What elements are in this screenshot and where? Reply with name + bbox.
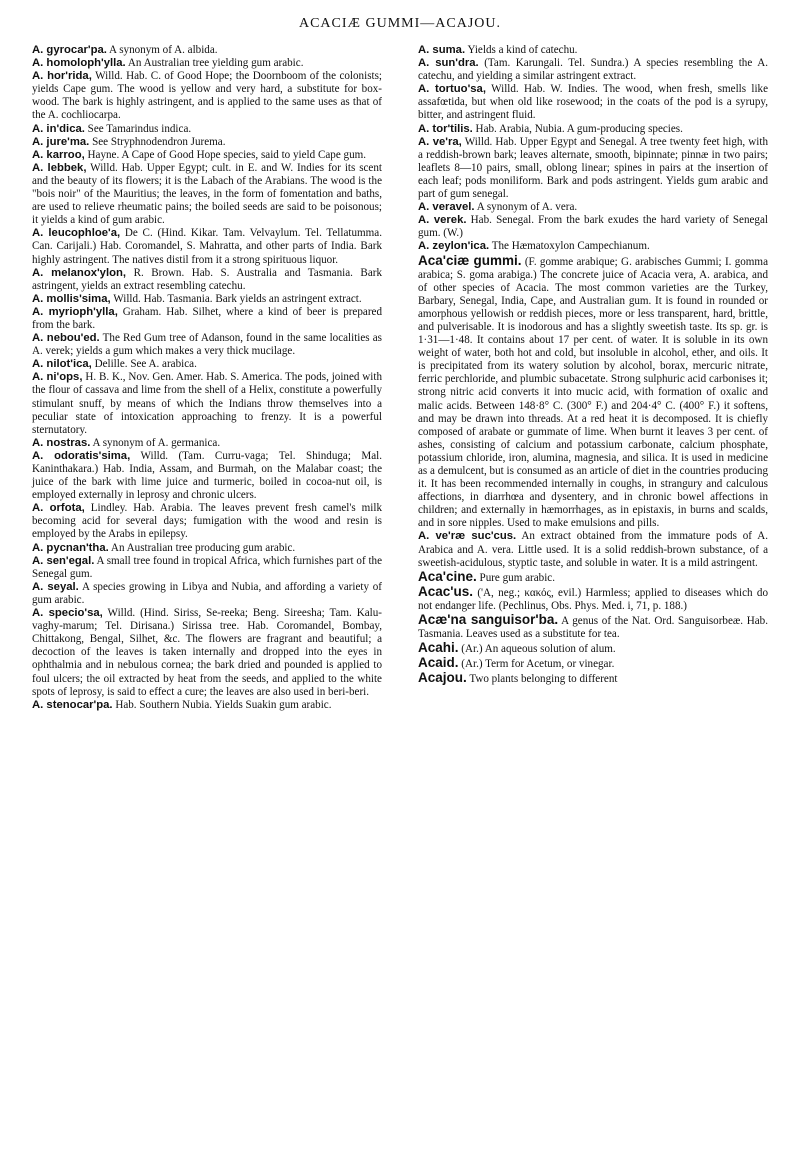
entry-text: Graham. Hab. Silhet, where a kind of beer is prepared from the bark. bbox=[32, 305, 382, 331]
entry-headword: A. jure'ma. bbox=[32, 135, 90, 148]
entry-text: Hab. Southern Nubia. Yields Suakin gum arabic. bbox=[112, 698, 332, 711]
entry-headword: A. tortuo'sa, bbox=[418, 83, 486, 96]
entry-text: A small tree found in tropical Africa, which furnishes part of the Senegal gum. bbox=[32, 554, 382, 580]
dictionary-entry bbox=[32, 306, 382, 332]
dictionary-entry bbox=[32, 555, 382, 581]
entry-headword: A. suma. bbox=[418, 44, 466, 56]
entry-text: R. Brown. Hab. S. Australia and Tasmania. Bark astringent, yields an extract resembling catechu. bbox=[32, 266, 382, 292]
entry-text: Hab. Arabia, Nubia. A gum-producing species. bbox=[472, 122, 683, 135]
entry-text: A synonym of A. germanica. bbox=[90, 436, 221, 449]
entry-headword: A. myrioph'ylla, bbox=[32, 305, 118, 318]
entry-headword: Aca'cine. bbox=[418, 568, 477, 584]
entry-text: Hab. Senegal. From the bark exudes the hard variety of Senegal gum. (W.) bbox=[418, 214, 768, 240]
entry-headword: A. homoloph'ylla. bbox=[32, 57, 126, 70]
entry-text: (Ar.) Term for Acetum, or vinegar. bbox=[458, 658, 615, 671]
entry-headword: A. mollis'sima, bbox=[32, 292, 111, 305]
entry-headword: A. seyal. bbox=[32, 580, 79, 593]
dictionary-entry bbox=[418, 641, 768, 656]
entry-text: A species growing in Libya and Nubia, and affording a variety of gum arabic. bbox=[32, 580, 382, 606]
dictionary-entry bbox=[32, 607, 382, 699]
entry-text: See Stryphnodendron Jurema. bbox=[89, 135, 226, 148]
entry-headword: A. ve'ra, bbox=[418, 135, 462, 148]
dictionary-entry bbox=[418, 613, 768, 641]
entry-text: Pure gum arabic. bbox=[476, 571, 555, 584]
dictionary-entry bbox=[32, 581, 382, 607]
entry-text: Two plants belonging to different bbox=[466, 673, 618, 686]
entry-text: Willd. Hab. Tasmania. Bark yields an astringent extract. bbox=[110, 292, 362, 305]
entry-headword: Acajou. bbox=[418, 670, 467, 686]
dictionary-entry bbox=[32, 57, 382, 70]
dictionary-entry bbox=[32, 123, 382, 136]
entry-text: ('A, neg.; κακός, evil.) Harmless; applied to diseases which do not endanger life. (Pechlinus, Obs. Phys. Med. i, 71, p. 188.) bbox=[418, 586, 768, 612]
dictionary-entry bbox=[32, 227, 382, 266]
entry-text: An Australian tree producing gum arabic. bbox=[108, 541, 296, 554]
dictionary-entry bbox=[418, 570, 768, 585]
entry-text: Willd. (Hind. Siriss, Se-reeka; Beng. Sireesha; Tam. Kalu-vaghy-marum; Tel. Dirisana.) Sirissa tree. Hab. Coromandel, Bombay, Chittakong, Bengal, Silhet, &c. The flowers are fragrant and beautiful; a decoction of the leaves is taken internally and dropped into the eyes in ophthalmia and in nebulous cornea; the bark dried and pounded is applied to foul ulcers; the oil extracted by heat from the seeds, and applied to the white spots of leprosy, is said to effect a cure; the leaves are also used in beri-beri. bbox=[32, 607, 382, 698]
entry-headword: A. ni'ops, bbox=[32, 371, 83, 384]
entry-headword: A. sen'egal. bbox=[32, 554, 95, 567]
entry-headword: A. leucophloe'a, bbox=[32, 227, 121, 240]
entry-text: Lindley. Hab. Arabia. The leaves prevent fresh camel's milk becoming acid for several days; fumigation with the wood and resin is employed by the Arabs in epilepsy. bbox=[32, 502, 382, 541]
entry-headword: A. pycnan'tha. bbox=[32, 541, 109, 554]
entry-text: A genus of the Nat. Ord. Sanguisorbeæ. Hab. Tasmania. Leaves used as a substitute for tea. bbox=[418, 615, 768, 641]
entry-text: A synonym of A. albida. bbox=[106, 44, 218, 56]
entry-text: The Hæmatoxylon Campechianum. bbox=[489, 240, 650, 253]
dictionary-entry bbox=[32, 502, 382, 541]
entry-headword: A. hor'rida, bbox=[32, 70, 92, 83]
entry-headword: A. specio'sa, bbox=[32, 607, 103, 620]
entry-headword: A. verek. bbox=[418, 214, 467, 227]
page-header: ACACIÆ GUMMI—ACAJOU. bbox=[298, 16, 501, 31]
dictionary-entry bbox=[418, 671, 768, 686]
entry-headword: A. sun'dra. bbox=[418, 57, 479, 70]
dictionary-entry bbox=[32, 437, 382, 450]
entry-headword: A. lebbek, bbox=[32, 161, 87, 174]
entry-text: An extract obtained from the immature pods of A. Arabica and A. vera. Little used. It is a solid reddish-brown substance, of a sweetish-acidulous, styptic taste, and soluble in water. It is a mild astringent. bbox=[418, 530, 768, 569]
entry-text: The Red Gum tree of Adanson, found in the same localities as A. verek; yields a gum which makes a very thick mucilage. bbox=[32, 332, 382, 358]
dictionary-entry bbox=[418, 214, 768, 240]
entry-text: Yields a kind of catechu. bbox=[465, 44, 578, 56]
dictionary-entry bbox=[418, 254, 768, 531]
dictionary-entry bbox=[32, 450, 382, 502]
entry-text: De C. (Hind. Kikar. Tam. Velvaylum. Tel. Tellatumma. Can. Carijali.) Hab. Coromandel, S. Mahratta, and other parts of India. Bark highly astringent. The natives distil from it a strong spirituous liquor. bbox=[32, 227, 382, 266]
entry-text: (Tam. Karungali. Tel. Sundra.) A species resembling the A. catechu, and yielding a similar astringent extract. bbox=[418, 57, 768, 83]
entry-text: Willd. Hab. W. Indies. The wood, when fresh, smells like assafœtida, but when old like rosewood; in the coats of the pod is a syrupy, bitter, and astringent fluid. bbox=[418, 83, 768, 122]
dictionary-entry bbox=[418, 123, 768, 136]
entry-headword: A. orfota, bbox=[32, 502, 85, 515]
entry-text: (F. gomme arabique; G. arabisches Gummi; I. gomma arabica; S. goma arabiga.) The concrete juice of Acacia vera, A. arabica, and of other species of Acacia. The most common varieties are the Turkey, Barbary, Senegal, India, Cape, and Australian gum. It is found in rounded or amorphous yellowish or reddish pieces, more or less transparent, hard, brittle, and pulverisable. It is inodorous and has a slightly sweetish taste. Its sp. gr. is 1·31—1·48. It contains about 17 per cent. of water. It is soluble in its own weight of water, both hot and cold, but insoluble in alcohol, ether, and oils. It is precipitated from its watery solution by alcohol, borax, mercuric nitrate, ferric perchloride, and plumbic subacetate. Strong sulphuric acid carbonises it; strong nitric acid converts it into mucic acid, with formation of oxalic and malic acids. Between 148·8° C. (300° F.) and 204·4° C. (400° F.) it softens, and may be drawn into threads. At a red heat it is decomposed. It is chiefly composed of arabate or gummate of lime. When burnt it leaves 3 per cent. of ashes, consisting of calcium and potassium carbonate, calcium phosphate, potassium chloride, iron, alumina, magnesia, and silica. It is used in medicine as a demulcent, but is consumed as an article of diet in the countries producing it. It has been recommended internally in coughs, in strangury and calculous affections, in diarrhœa and dysentery, and in chronic bowel affections in children; and externally in hæmorrhages, as in epistaxis, in burns and scalds, and in sore nipples. Used to make emulsions and pills. bbox=[418, 255, 768, 530]
entry-text: Delille. See A. arabica. bbox=[91, 358, 197, 371]
dictionary-entry bbox=[32, 149, 382, 162]
entry-text: Willd. Hab. Upper Egypt and Senegal. A tree twenty feet high, with a reddish-brown bark; leaves alternate, smooth, bipinnate; pinnæ in two pairs; leaflets 8—10 pairs, small, oblong linear; spines in pairs at the insertion of each leaf; pods moniliform. Bark and pods astringent. Yields gum arabic and part of gum senegal. bbox=[418, 135, 768, 201]
entry-headword: A. zeylon'ica. bbox=[418, 240, 490, 253]
entry-headword: A. nostras. bbox=[32, 436, 91, 449]
entry-text: An Australian tree yielding gum arabic. bbox=[125, 57, 304, 70]
dictionary-entry bbox=[418, 656, 768, 671]
dictionary-entry bbox=[418, 44, 768, 57]
dictionary-entry bbox=[32, 542, 382, 555]
entry-headword: A. stenocar'pa. bbox=[32, 698, 113, 711]
entry-text: Willd. (Tam. Curru-vaga; Tel. Shinduga; Mal. Kaninthakara.) Hab. India, Assam, and Burmah, on the Malabar coast; the juice of the bark with lime juice and turmeric, boiled in cocoa-nut oil, is employed externally in leprosy and chronic ulcers. bbox=[32, 449, 383, 502]
entry-headword: Acæ'na sanguisor'ba. bbox=[418, 612, 559, 628]
dictionary-entry bbox=[32, 371, 382, 436]
left-column bbox=[32, 44, 382, 712]
dictionary-entry bbox=[418, 201, 768, 214]
right-column bbox=[418, 44, 768, 687]
entry-headword: A. melanox'ylon, bbox=[32, 266, 127, 279]
dictionary-entry bbox=[32, 699, 382, 712]
entry-headword: Acahi. bbox=[418, 640, 459, 656]
entry-text: See Tamarindus indica. bbox=[84, 122, 192, 135]
entry-headword: Acac'us. bbox=[418, 583, 473, 599]
dictionary-entry bbox=[418, 585, 768, 613]
entry-headword: A. veravel. bbox=[418, 201, 475, 214]
entry-headword: A. in'dica. bbox=[32, 122, 85, 135]
dictionary-entry bbox=[418, 83, 768, 122]
dictionary-entry bbox=[32, 358, 382, 371]
dictionary-entry bbox=[32, 44, 382, 57]
entry-text: A synonym of A. vera. bbox=[474, 201, 578, 214]
entry-text: Willd. Hab. Upper Egypt; cult. in E. and W. Indies for its scent and the beauty of its flowers; it is the Labach of the Arabians. The wood is the "bois noir" of the Mauritius; the leaves, in the form of fomentation and baths, are used to relieve rheumatic pains; the boiled seeds are said to be poisonous; it yields a kind of gum arabic. bbox=[32, 161, 382, 227]
entry-headword: A. tor'tilis. bbox=[418, 122, 473, 135]
entry-headword: Acaid. bbox=[418, 655, 459, 671]
dictionary-entry bbox=[32, 70, 382, 122]
dictionary-entry bbox=[32, 293, 382, 306]
entry-headword: A. odoratis'sima, bbox=[32, 449, 131, 462]
dictionary-entry bbox=[418, 136, 768, 201]
dictionary-entry bbox=[32, 136, 382, 149]
entry-headword: A. ve'ræ suc'cus. bbox=[418, 530, 517, 543]
entry-text: (Ar.) An aqueous solution of alum. bbox=[458, 643, 616, 656]
entry-headword: A. gyrocar'pa. bbox=[32, 44, 107, 56]
entry-headword: A. nilot'ica, bbox=[32, 358, 92, 371]
dictionary-entry bbox=[32, 332, 382, 358]
dictionary-entry bbox=[32, 267, 382, 293]
entry-headword: A. nebou'ed. bbox=[32, 332, 100, 345]
dictionary-entry bbox=[418, 530, 768, 569]
dictionary-entry bbox=[32, 162, 382, 227]
entry-text: H. B. K., Nov. Gen. Amer. Hab. S. America. The pods, joined with the flour of cassava and lime from the shell of a Helix, constitute a powerfully stimulant snuff, by means of which the Indians throw themselves into a peculiar state of intoxication approaching to frenzy. It is a powerful sternutatory. bbox=[32, 371, 382, 436]
entry-headword: Aca'ciæ gummi. bbox=[418, 252, 522, 268]
entry-text: Hayne. A Cape of Good Hope species, said to yield Cape gum. bbox=[84, 148, 367, 161]
entry-text: Willd. Hab. C. of Good Hope; the Doornboom of the colonists; yields Cape gum. The wood is yellow and very hard, a substitute for box-wood. The bark is highly astringent, and is applied to the same uses as that of the A. cochliocarpa. bbox=[32, 70, 382, 122]
entry-headword: A. karroo, bbox=[32, 148, 85, 161]
dictionary-entry bbox=[418, 57, 768, 83]
